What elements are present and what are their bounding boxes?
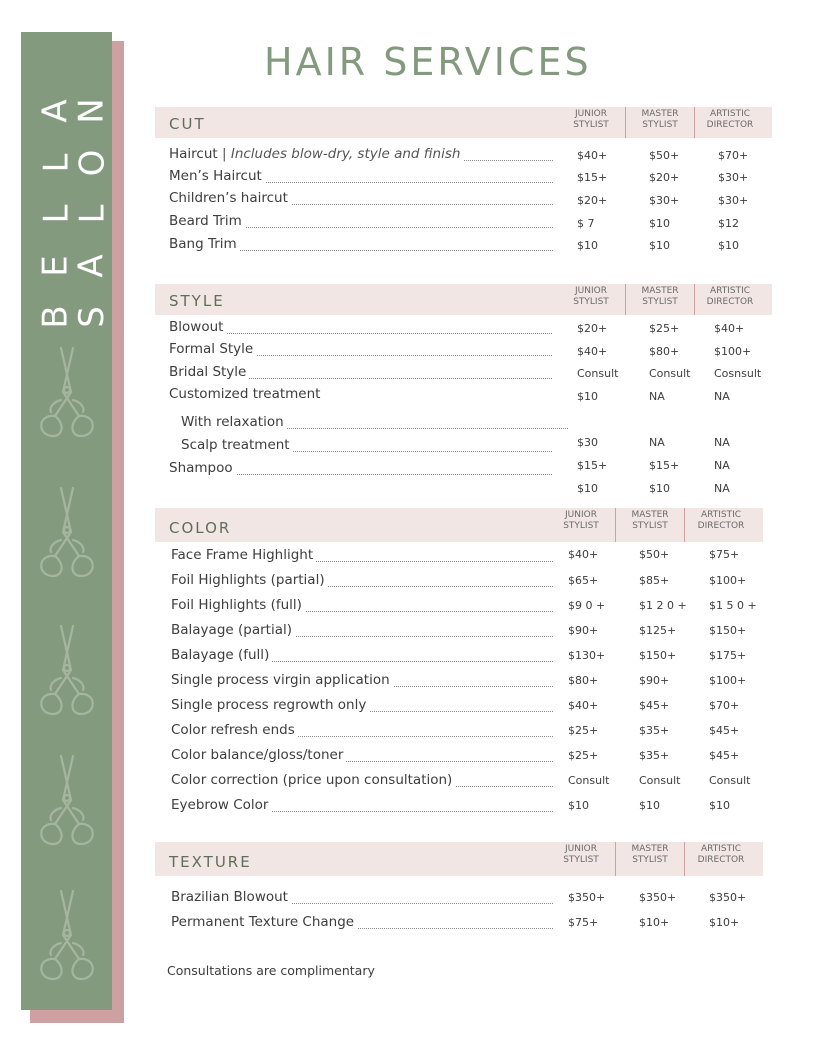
service-name: Color correction (price upon consultation): [171, 772, 455, 788]
service-name: Formal Style: [169, 341, 256, 357]
service-row: [171, 622, 553, 642]
service-row: [171, 889, 553, 909]
brand-logo: [21, 94, 112, 334]
service-row: [169, 190, 553, 210]
price-master: $85+: [639, 574, 670, 587]
price-junior: $10: [577, 482, 598, 495]
price-director: $45+: [709, 724, 740, 737]
price-director: $70+: [718, 149, 749, 162]
service-name: Single process regrowth only: [171, 697, 369, 713]
service-name: Shampoo: [169, 460, 236, 476]
service-name: Permanent Texture Change: [171, 914, 357, 930]
service-row: [171, 797, 553, 817]
section-header-cut: [155, 107, 772, 138]
price-master: $35+: [639, 724, 670, 737]
price-junior: $80+: [568, 674, 599, 687]
price-junior: $25+: [568, 749, 599, 762]
price-director: Cosnsult: [714, 367, 762, 380]
service-name: Face Frame Highlight: [171, 547, 316, 563]
sidebar: [21, 32, 112, 1010]
price-junior: Consult: [568, 774, 610, 787]
service-row: [171, 672, 553, 692]
price-director: $30+: [718, 194, 749, 207]
price-director: $350+: [709, 891, 747, 904]
price-junior: $15+: [577, 171, 608, 184]
service-row: [171, 722, 553, 742]
price-master: $35+: [639, 749, 670, 762]
price-director: Consult: [709, 774, 751, 787]
service-name: Scalp treatment: [181, 437, 293, 453]
price-director: $10+: [709, 916, 740, 929]
section-title: COLOR: [169, 519, 232, 537]
price-junior: $350+: [568, 891, 606, 904]
scissors-icon: [31, 484, 103, 580]
price-junior: $40+: [568, 699, 599, 712]
service-row: [171, 914, 553, 934]
service-name: Blowout: [169, 319, 226, 335]
price-junior: $10: [568, 799, 589, 812]
price-master: $20+: [649, 171, 680, 184]
column-divider: [684, 842, 685, 876]
service-row: [169, 319, 552, 339]
column-divider: [694, 107, 695, 138]
scissors-icon: [31, 887, 103, 983]
price-junior: $75+: [568, 916, 599, 929]
price-director: $45+: [709, 749, 740, 762]
column-divider: [625, 284, 626, 315]
service-name: With relaxation: [181, 414, 287, 430]
price-master: $30+: [649, 194, 680, 207]
brand-letter: A: [71, 253, 112, 278]
price-director: $100+: [709, 674, 747, 687]
price-junior: $10: [577, 239, 598, 252]
service-row: [169, 341, 552, 361]
price-junior: $30: [577, 436, 598, 449]
service-name: Foil Highlights (partial): [171, 572, 328, 588]
price-master: Consult: [639, 774, 681, 787]
column-header: MASTER STYLIST: [641, 286, 679, 307]
service-name: Single process virgin application: [171, 672, 393, 688]
service-name: Bang Trim: [169, 236, 240, 252]
service-row: [181, 414, 568, 434]
section-header-color: [155, 508, 763, 542]
service-name: Foil Highlights (full): [171, 597, 305, 613]
price-master: $10: [649, 217, 670, 230]
price-director: NA: [714, 459, 730, 472]
price-junior: Consult: [577, 367, 619, 380]
price-master: Consult: [649, 367, 691, 380]
column-divider: [694, 284, 695, 315]
price-director: $1 5 0 +: [709, 599, 757, 612]
scissors-icon: [31, 622, 103, 718]
service-row: [169, 236, 553, 256]
service-note: | Includes blow-dry, style and finish: [217, 146, 461, 162]
price-director: $12: [718, 217, 739, 230]
price-master: $350+: [639, 891, 677, 904]
brand-letter: N: [72, 98, 112, 124]
scissors-icon: [31, 752, 103, 848]
service-name: Balayage (partial): [171, 622, 295, 638]
service-name: Beard Trim: [169, 213, 245, 229]
section-header-style: [155, 284, 772, 315]
price-director: NA: [714, 482, 730, 495]
service-row: [169, 213, 553, 233]
service-row: [171, 647, 553, 667]
column-header: ARTISTIC DIRECTOR: [706, 109, 754, 130]
column-header: JUNIOR STYLIST: [573, 286, 609, 307]
price-junior: $25+: [568, 724, 599, 737]
service-row: [171, 547, 553, 567]
price-junior: $90+: [568, 624, 599, 637]
section-header-texture: [155, 842, 763, 876]
service-row: [171, 772, 553, 792]
price-master: $10: [639, 799, 660, 812]
price-master: $80+: [649, 345, 680, 358]
price-director: $75+: [709, 548, 740, 561]
price-master: $10: [649, 239, 670, 252]
service-name: Bridal Style: [169, 364, 249, 380]
price-master: NA: [649, 436, 665, 449]
brand-letter: A: [35, 99, 76, 123]
price-junior: $ 7: [577, 217, 595, 230]
price-master: $45+: [639, 699, 670, 712]
price-junior: $130+: [568, 649, 606, 662]
service-name: Children’s haircut: [169, 190, 291, 206]
column-header: MASTER STYLIST: [631, 844, 669, 865]
price-director: $175+: [709, 649, 747, 662]
price-director: $70+: [709, 699, 740, 712]
column-header: JUNIOR STYLIST: [573, 109, 609, 130]
price-junior: $20+: [577, 322, 608, 335]
service-name: Haircut | Includes blow-dry, style and finish: [169, 146, 463, 162]
price-junior: $40+: [577, 149, 608, 162]
column-header: JUNIOR STYLIST: [563, 844, 599, 865]
service-name: Color refresh ends: [171, 722, 298, 738]
service-row: [171, 697, 553, 717]
price-master: $25+: [649, 322, 680, 335]
column-divider: [615, 508, 616, 542]
column-header: ARTISTIC DIRECTOR: [706, 286, 754, 307]
section-title: CUT: [169, 115, 206, 133]
price-master: $15+: [649, 459, 680, 472]
price-junior: $10: [577, 390, 598, 403]
price-master: $1 2 0 +: [639, 599, 687, 612]
price-master: $50+: [649, 149, 680, 162]
price-master: $50+: [639, 548, 670, 561]
service-name: Brazilian Blowout: [171, 889, 291, 905]
service-name: Color balance/gloss/toner: [171, 747, 346, 763]
price-director: $10: [718, 239, 739, 252]
column-header: MASTER STYLIST: [631, 510, 669, 531]
service-row: [169, 146, 553, 166]
service-name: Men’s Haircut: [169, 168, 265, 184]
price-junior: $40+: [568, 548, 599, 561]
price-master: $10+: [639, 916, 670, 929]
price-junior: $20+: [577, 194, 608, 207]
column-divider: [684, 508, 685, 542]
price-director: $100+: [714, 345, 752, 358]
brand-letter: S: [72, 306, 112, 328]
service-row: [171, 572, 553, 592]
service-row: [181, 437, 552, 457]
service-row: [169, 364, 552, 384]
service-name: Balayage (full): [171, 647, 272, 663]
price-director: $10: [709, 799, 730, 812]
price-junior: $9 0 +: [568, 599, 606, 612]
price-director: NA: [714, 436, 730, 449]
price-junior: $65+: [568, 574, 599, 587]
column-divider: [625, 107, 626, 138]
service-row: [171, 597, 553, 617]
column-header: ARTISTIC DIRECTOR: [697, 510, 745, 531]
price-master: $125+: [639, 624, 677, 637]
price-master: $90+: [639, 674, 670, 687]
price-junior: $40+: [577, 345, 608, 358]
brand-letter: L: [35, 204, 76, 224]
brand-word-salon: [73, 94, 111, 334]
service-name: Eyebrow Color: [171, 797, 272, 813]
brand-letter: B: [35, 305, 76, 329]
price-master: $150+: [639, 649, 677, 662]
price-director: NA: [714, 390, 730, 403]
service-row: [169, 168, 553, 188]
price-director: $150+: [709, 624, 747, 637]
section-title: TEXTURE: [169, 853, 252, 871]
section-title: STYLE: [169, 292, 225, 310]
consultation-note: Consultations are complimentary: [167, 963, 375, 978]
service-name: Customized treatment: [169, 386, 323, 402]
brand-letter: L: [71, 204, 112, 224]
price-junior: $15+: [577, 459, 608, 472]
column-divider: [615, 842, 616, 876]
brand-letter: E: [35, 254, 76, 277]
page-title: HAIR SERVICES: [264, 40, 592, 84]
price-master: NA: [649, 390, 665, 403]
brand-letter: O: [71, 149, 112, 176]
price-master: $10: [649, 482, 670, 495]
price-director: $100+: [709, 574, 747, 587]
service-row: [171, 747, 553, 767]
price-director: $30+: [718, 171, 749, 184]
column-header: ARTISTIC DIRECTOR: [697, 844, 745, 865]
price-director: $40+: [714, 322, 745, 335]
column-header: JUNIOR STYLIST: [563, 510, 599, 531]
service-row: [169, 386, 552, 406]
scissors-icon: [31, 344, 103, 440]
brand-letter: L: [35, 153, 76, 172]
column-header: MASTER STYLIST: [641, 109, 679, 130]
brand-word-bella: [37, 94, 75, 334]
service-row: [169, 460, 552, 480]
dot-leader: [169, 333, 552, 334]
